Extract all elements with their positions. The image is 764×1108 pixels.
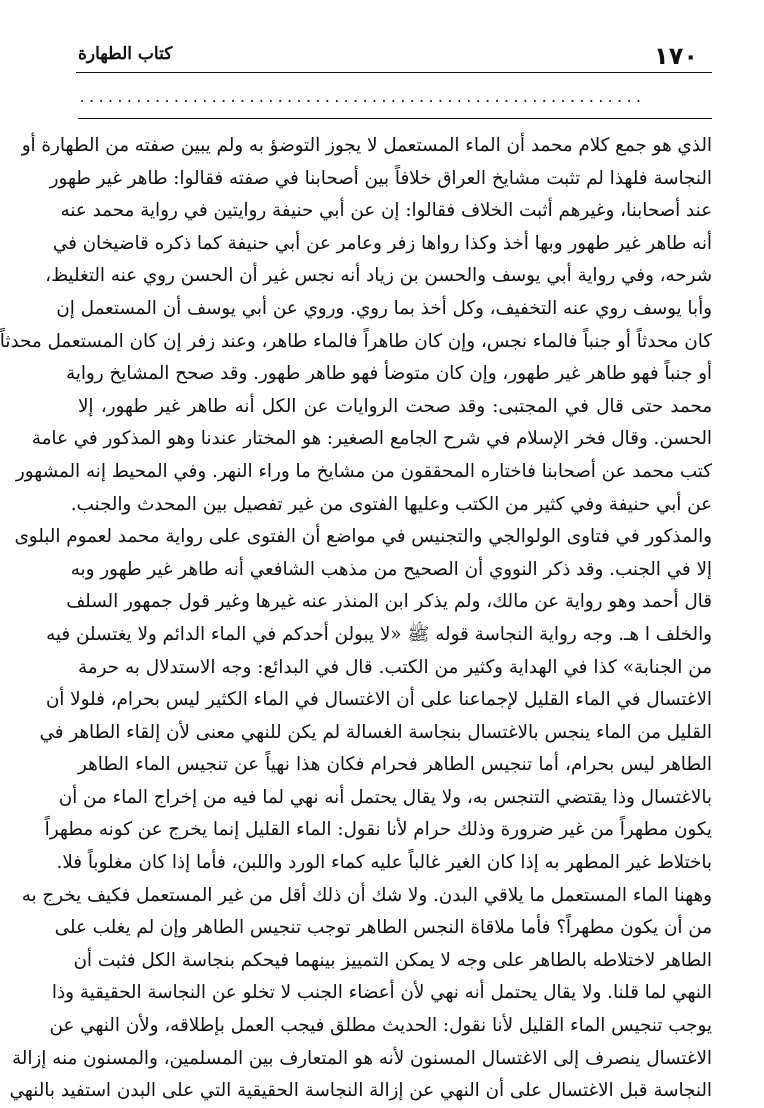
text-line: النجاسة قبل الاغتسال على أن النهي عن إزالة النجاسة الحقيقية التي على البدن استفيد بالنهي xyxy=(9,1080,712,1102)
text-line: قال أحمد وهو رواية عن مالك، ولم يذكر ابن المنذر عنه غيرها وغير قول جمهور السلف xyxy=(66,591,712,613)
text-line: شرحه، وفي رواية أبي يوسف والحسن بن زياد أنه نجس غير أن الحسن روي عنه التغليظ، xyxy=(45,265,712,287)
text-line: القليل من الماء ينجس بالاغتسال بنجاسة الغسالة لم يكن للنهي معنى لأن إلقاء الطاهر في xyxy=(39,721,712,743)
text-line: النهي لما قلنا. ولا يقال يحتمل أنه نهي لأن أعضاء الجنب لا تخلو عن النجاسة الحقيقية وذا xyxy=(51,982,712,1004)
page-number: ١٧٠ xyxy=(654,42,698,70)
text-line: كتب محمد عن أصحابنا فاختاره المحققون من مشايخ ما وراء النهر. وفي المحيط إنه المشهور xyxy=(15,460,712,482)
dotted-separator: ............................................................ xyxy=(78,90,644,106)
text-line: من أن يكون مطهراً؟ فأما ملاقاة النجس الطاهر توجب تنجيس الطاهر وإن لم يغلب على xyxy=(54,917,712,939)
text-line: والمذكور في فتاوى الولوالجي والتجنيس في مواضع أن الفتوى على رواية محمد لعموم البلوى xyxy=(14,526,712,548)
text-line: يكون مطهراً من غير ضرورة وذلك حرام لأنا نقول: الماء القليل إنما يخرج عن كونه مطهراً xyxy=(44,819,712,841)
main-text xyxy=(0,130,712,1108)
text-line: باختلاط غير المطهر به إذا كان الغير غالباً عليه كماء الورد واللبن، فأما إذا كان مغلوباً فلا. xyxy=(56,852,712,874)
text-line: الذي هو جمع كلام محمد أن الماء المستعمل لا يجوز التوضؤ به ولم يبين صفته من الطهارة أو xyxy=(21,135,712,156)
text-line: وأبا يوسف روي عنه التخفيف، وكل أخذ بما روي. وروي عن أبي يوسف أن المستعمل إن xyxy=(56,297,712,319)
running-title: كتاب الطهارة xyxy=(78,44,173,64)
text-line: إلا في الجنب. وقد ذكر النووي أن الصحيح من مذهب الشافعي أنه طاهر غير طهور وبه xyxy=(70,558,712,580)
text-line: محمد حتى قال في المجتبى: وقد صحت الروايات عن الكل أنه طاهر غير طهور، إلا xyxy=(78,395,712,417)
text-line: الطاهر لاختلاطه بالطاهر على وجه لا يمكن التمييز بينهما فيحكم بنجاسة الكل فثبت أن xyxy=(73,949,712,971)
text-line: الحسن. وقال فخر الإسلام في شرح الجامع الصغير: هو المختار عندنا وهو المذكور في عامة xyxy=(31,428,712,450)
text-line: الاغتسال ينصرف إلى الاغتسال المسنون لأنه هو المتعارف بين المسلمين، والمسنون منه إزالة xyxy=(11,1047,712,1069)
book-page xyxy=(0,30,712,1102)
body-rule xyxy=(78,118,712,119)
text-line: يوجب تنجيس الماء القليل لأنا نقول: الحديث مطلق فيجب العمل بإطلاقه، ولأن النهي عن xyxy=(49,1015,712,1037)
text-line: النجاسة فلهذا لم تثبت مشايخ العراق خلافاً بين أصحابنا في صفته فقالوا: طاهر غير طهور xyxy=(49,167,712,189)
text-line: بالاغتسال وذا يقتضي التنجس به، ولا يقال يحتمل أنه نهي لما فيه من إخراج الماء من أن xyxy=(58,786,712,808)
text-line: الاغتسال في الماء القليل لإجماعنا على أن الاغتسال في الماء الكثير ليس بحرام، فلولا أن xyxy=(45,689,712,711)
header-rule xyxy=(76,72,712,73)
text-line: كان محدثاً أو جنباً فالماء نجس، وإن كان طاهراً فالماء طاهر، وعند زفر إن كان المستعمل محدثاً xyxy=(0,330,712,352)
text-line: عن أبي حنيفة وفي كثير من الكتب وعليها الفتوى من غير تفصيل بين المحدث والجنب. xyxy=(70,493,712,515)
page-header xyxy=(78,30,712,70)
text-line: الطاهر ليس بحرام، أما تنجيس الطاهر فحرام فكان هذا نهياً عن تنجيس الماء الطاهر xyxy=(78,754,712,776)
text-line: والخلف ا هـ. وجه رواية النجاسة قوله ﷺ «لا يبولن أحدكم في الماء الدائم ولا يغتسلن فيه xyxy=(46,623,712,645)
text-line: أنه طاهر غير طهور وبها أخذ وكذا رواها زفر وعامر عن أبي حنيفة كما ذكره قاضيخان في xyxy=(52,232,712,254)
text-line: عند أصحابنا، وغيرهم أثبت الخلاف فقالوا: إن عن أبي حنيفة روايتين في رواية محمد عنه xyxy=(60,200,712,222)
text-line: أو جنباً فهو طاهر غير طهور، وإن كان متوضأ فهو طاهر طهور. وقد صحح المشايخ رواية xyxy=(65,363,712,385)
text-line: من الجنابة» كذا في الهداية وكثير من الكتب. قال في البدائع: وجه الاستدلال به حرمة xyxy=(78,656,712,678)
text-line: وههنا الماء المستعمل ما يلاقي البدن. ولا شك أن ذلك أقل من غير المستعمل فكيف يخرج به xyxy=(21,884,712,906)
